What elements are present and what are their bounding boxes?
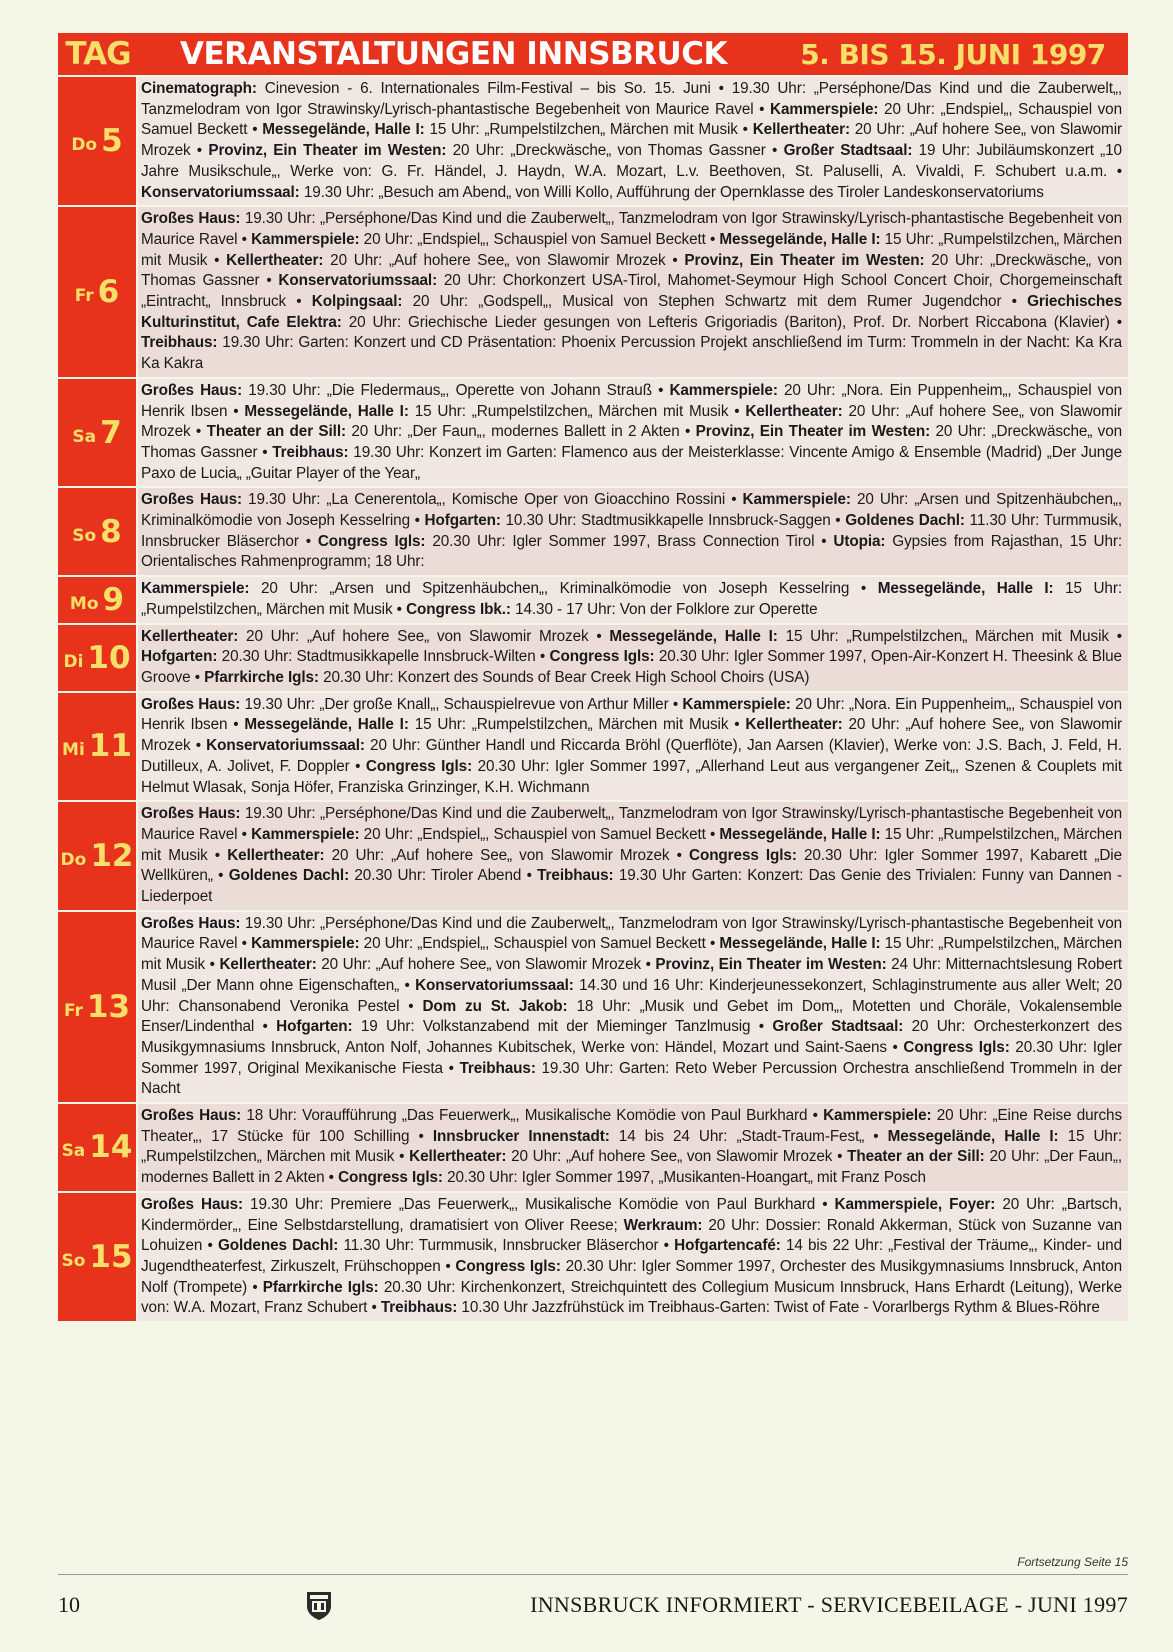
event-details: 19.30 Uhr: „Perséphone/Das Kind und die Zauberwelt„, Tanzmelodram von Igor Strawinsky/Lyrisch-phantastische Begebenheit von Maurice Ravel • (141, 210, 1123, 248)
venue-name: Konservatoriumssaal: (278, 272, 438, 290)
event-details: 20 Uhr: „Godspell„, Musical von Stephen Schwartz mit dem Rumer Jugendchor • (412, 293, 1028, 311)
venue-name: Hofgartencafé: (674, 1237, 781, 1255)
venue-name: Konservatoriumssaal: (415, 976, 574, 994)
event-details: 20.30 Uhr: Igler Sommer 1997, „Musikanten-Hoangart„ mit Franz Posch (447, 1169, 926, 1187)
weekday: So (61, 1250, 86, 1271)
event-details: 15 Uhr: „Rumpelstilzchen„ Märchen mit Musik • (141, 230, 1122, 269)
venue-name: Congress Igls: (549, 648, 655, 666)
venue-name: Großes Haus: (141, 210, 241, 228)
publication-title: INNSBRUCK INFORMIERT - SERVICEBEILAGE - JUNI 1997 (530, 1592, 1128, 1617)
event-details: 20.30 Uhr: Tiroler Abend • (354, 867, 538, 885)
day-row (58, 802, 1128, 912)
venue-name: Großes Haus: (141, 1195, 243, 1213)
event-details: 15 Uhr: „Rumpelstilzchen„ Märchen mit Musik • (141, 580, 1122, 618)
event-details: 20 Uhr: „Auf hohere See„ von Slawomir Mrozek • (330, 251, 685, 269)
event-details: 20 Uhr: Günther Handl und Riccarda Bröhl (Querflöte), Jan Aarsen (Klavier), Werke von: J.S. Bach, J. Feld, H. Dutilleux, A. Jolivet, F. Doppler • (141, 737, 1123, 775)
event-details: 20.30 Uhr: Igler Sommer 1997, „Allerhand Leut aus vergangener Zeit„, Szenen & Couplets mit Helmut Wlasak, Sonja Höfer, Franziska Grinzinger, K.H. Wichmann (141, 757, 1123, 796)
day-events (138, 1193, 1128, 1321)
venue-name: Kellertheater: (745, 402, 843, 420)
venue-name: Treibhaus: (459, 1059, 536, 1077)
venue-name: Messegelände, Halle I: (244, 402, 409, 420)
day-events (138, 1104, 1128, 1191)
event-details: 14 bis 22 Uhr: „Festival der Träume„, Kinder- und Jugendtheaterfest, Zirkuszelt, Frühschoppen • (141, 1237, 1122, 1275)
day-events (138, 207, 1128, 377)
day-row (58, 912, 1128, 1104)
venue-name: Griechisches Kulturinstitut, Cafe Elektra: (141, 293, 1122, 331)
venue-name: Treibhaus: (380, 1299, 458, 1317)
event-details: 20.30 Uhr: Igler Sommer 1997, Open-Air-Konzert H. Theesink & Blue Groove • (141, 648, 1122, 686)
venue-name: Treibhaus: (141, 334, 218, 352)
event-details: 20 Uhr: „Auf hohere See„ von Slawomir Mrozek • (141, 402, 1123, 441)
event-details: Gypsies from Rajasthan, 15 Uhr: Orientalisches Rahmenprogramm; 18 Uhr: (141, 532, 1122, 571)
venue-name: Kolpingsaal: (311, 293, 403, 311)
day-row (58, 488, 1128, 577)
day-label (58, 1193, 138, 1321)
venue-name: Werkraum: (623, 1216, 703, 1234)
venue-name: Kammerspiele: (682, 695, 791, 713)
page-title: VERANSTALTUNGEN INNSBRUCK (180, 36, 727, 72)
event-details: 20 Uhr: „Auf hohere See„ von Slawomir Mrozek • (141, 716, 1123, 755)
event-details: 19.30 Uhr: „Die Fledermaus„, Operette von Johann Strauß • (248, 381, 670, 399)
event-details: 18 Uhr: „Musik und Gebet im Dom„, Motetten und Choräle, Vokalensemble Enser/Lindenthal • (141, 997, 1123, 1036)
venue-name: Großes Haus: (141, 805, 241, 823)
day-events (138, 693, 1128, 801)
event-details: 20 Uhr: „Dreckwäsche„ von Thomas Gassner • (141, 251, 1123, 290)
weekday: Sa (61, 1141, 86, 1162)
venue-name: Congress Igls: (365, 757, 473, 775)
table-header (58, 33, 1128, 77)
day-label (58, 912, 138, 1102)
venue-name: Kammerspiele: (770, 100, 879, 118)
event-details: 20 Uhr: „Endspiel„, Schauspiel von Samuel Beckett • (363, 230, 720, 248)
venue-name: Messegelände, Halle I: (887, 1127, 1059, 1145)
event-details: 20 Uhr: „Der Faun„, modernes Ballett in 2 Akten • (141, 1148, 1122, 1187)
event-details: 20.30 Uhr: Stadtmusikkapelle Innsbruck-Wilten • (221, 648, 550, 666)
venue-name: Congress Igls: (689, 846, 797, 864)
venue-name: Kammerspiele: (251, 825, 360, 843)
event-details: 19.30 Uhr: „La Cenerentola„, Komische Oper von Gioacchino Rossini • (248, 491, 743, 509)
weekday: Mo (69, 593, 99, 614)
venue-name: Congress Igls: (338, 1169, 443, 1187)
venue-name: Congress Igls: (903, 1038, 1010, 1056)
event-details: 20 Uhr: Dossier: Ronald Akkerman, Stück von Suzanne van Lohuizen • (141, 1216, 1122, 1255)
day-number: 10 (87, 639, 131, 676)
event-details: 11.30 Uhr: Turmmusik, Innsbrucker Bläserchor • (141, 512, 1122, 550)
event-details: 20 Uhr: „Eine Reise durchs Theater„, 17 Stücke für 100 Schilling • (141, 1107, 1123, 1145)
venue-name: Kammerspiele: (669, 381, 778, 399)
event-details: 14.30 und 16 Uhr: Kinderjeunessekonzert, Schlaginstrumente aus aller Welt; 20 Uhr: Chansonabend Veronika Pestel • (141, 976, 1122, 1015)
venue-name: Pfarrkirche Igls: (262, 1278, 379, 1296)
venue-name: Treibhaus: (272, 443, 349, 461)
event-details: 20 Uhr: „Dreckwäsche„ von Thomas Gassner • (141, 423, 1123, 461)
venue-name: Kammerspiele: (742, 491, 851, 509)
venue-name: Kammerspiele: (251, 935, 360, 953)
event-details: 19 Uhr: Volkstanzabend mit der Mieminger Tanzlmusig • (360, 1018, 773, 1036)
day-events (138, 802, 1128, 910)
day-number: 12 (90, 837, 134, 874)
day-events (138, 912, 1128, 1102)
event-details: 20 Uhr: „Endspiel„, Schauspiel von Samuel Beckett • (141, 100, 1122, 139)
venue-name: Provinz, Ein Theater im Westen: (695, 423, 931, 441)
day-row (58, 1193, 1128, 1323)
event-details: Cinevesion - 6. Internationales Film-Festival – bis So. 15. Juni • 19.30 Uhr: „Perséphone/Das Kind und die Zauberwelt„, Tanzmelodram von Igor Strawinsky/Lyrisch-phantastische Begebenheit von Maurice Ravel • (141, 80, 1122, 118)
day-label (58, 693, 138, 801)
event-details: 19.30 Uhr: „Perséphone/Das Kind und die Zauberwelt„, Tanzmelodram von Igor Strawinsky/Lyrisch-phantastische Begebenheit von Maurice Ravel • (141, 914, 1123, 953)
day-label (58, 625, 138, 691)
venue-name: Pfarrkirche Igls: (204, 668, 319, 686)
venue-name: Großer Stadtsaal: (783, 142, 913, 160)
venue-name: Kellertheater: (409, 1148, 507, 1166)
day-label (58, 488, 138, 575)
event-details: 14 bis 24 Uhr: „Stadt-Traum-Fest„ • (618, 1127, 888, 1145)
venue-name: Hofgarten: (276, 1018, 353, 1036)
venue-name: Großes Haus: (141, 491, 242, 509)
event-details: 20 Uhr: „Auf hohere See„ von Slawomir Mrozek • (331, 846, 689, 864)
day-number: 13 (86, 988, 131, 1025)
event-details: 20.30 Uhr: Igler Sommer 1997, Brass Connection Tirol • (432, 532, 834, 550)
event-details: 15 Uhr: „Rumpelstilzchen„ Märchen mit Musik • (429, 121, 753, 139)
event-details: 20 Uhr: Chorkonzert USA-Tirol, Mahomet-Seymour High School Concert Choir, Chorgemeinschaft „Eintracht„ Innsbruck • (141, 272, 1122, 311)
day-events (138, 577, 1128, 622)
city-crest-icon (306, 1589, 332, 1621)
event-details: 15 Uhr: „Rumpelstilzchen„ Märchen mit Musik • (141, 1127, 1122, 1166)
event-details: 15 Uhr: „Rumpelstilzchen„ Märchen mit Musik • (785, 627, 1122, 645)
event-details: 18 Uhr: Voraufführung „Das Feuerwerk„, Musikalische Komödie von Paul Burkhard • (246, 1107, 824, 1125)
venue-name: Innsbrucker Innenstadt: (432, 1127, 610, 1145)
events-table (58, 33, 1128, 1323)
event-details: 15 Uhr: „Rumpelstilzchen„ Märchen mit Musik • (414, 402, 746, 420)
day-label (58, 577, 138, 622)
venue-name: Congress Ibk.: (406, 600, 511, 618)
event-details: 15 Uhr: „Rumpelstilzchen„ Märchen mit Musik • (414, 716, 746, 734)
day-label (58, 802, 138, 910)
venue-name: Großes Haus: (141, 695, 241, 713)
day-number: 5 (101, 123, 123, 160)
venue-name: Messegelände, Halle I: (609, 627, 778, 645)
event-details: 20 Uhr: „Bartsch, Kindermörder„, Eine Selbstdarstellung, dramatisiert von Oliver Reese; (141, 1195, 1123, 1234)
day-number: 6 (97, 274, 120, 311)
event-details: 20 Uhr: Orchesterkonzert des Musikgymnasiums Innsbruck, Anton Nolf, Johannes Kubitschek, Werke von: Händel, Mozart und Saint-Saens • (141, 1018, 1122, 1056)
day-row (58, 625, 1128, 693)
event-details: 20 Uhr: „Nora. Ein Puppenheim„, Schauspiel von Henrik Ibsen • (141, 695, 1122, 734)
venue-name: Kammerspiele, Foyer: (834, 1195, 996, 1213)
weekday: Fr (63, 1000, 83, 1021)
day-number: 14 (89, 1129, 133, 1166)
event-details: 11.30 Uhr: Turmmusik, Innsbrucker Bläserchor • (343, 1237, 675, 1255)
venue-name: Messegelände, Halle I: (719, 935, 881, 953)
event-details: 20 Uhr: „Arsen und Spitzenhäubchen„, Kriminalkömodie von Joseph Kesselring • (260, 580, 878, 598)
venue-name: Goldenes Dachl: (845, 512, 965, 530)
day-row (58, 577, 1128, 624)
weekday: Fr (74, 286, 94, 307)
event-details: 10.30 Uhr Jazzfrühstück im Treibhaus-Garten: Twist of Fate - Vorarlbergs Rythm & Blues-Röhre (461, 1299, 1100, 1317)
venue-name: Kammerspiele: (823, 1107, 932, 1125)
day-number: 8 (100, 513, 122, 550)
event-details: 20.30 Uhr: Igler Sommer 1997, Kabarett „Die Wellküren„ • (141, 846, 1122, 885)
venue-name: Hofgarten: (141, 648, 218, 666)
day-row (58, 379, 1128, 489)
venue-name: Kellertheater: (752, 121, 850, 139)
event-details: 15 Uhr: „Rumpelstilzchen„ Märchen mit Musik • (141, 935, 1122, 974)
weekday: Di (63, 651, 84, 672)
venue-name: Theater an der Sill: (206, 423, 346, 441)
event-details: 20 Uhr: „Arsen und Spitzenhäubchen„, Kriminalkömodie von Joseph Kesselring • (141, 491, 1122, 530)
day-number: 15 (89, 1238, 133, 1275)
event-details: 20 Uhr: „Auf hohere See„ von Slawomir Mrozek • (246, 627, 610, 645)
day-row (58, 207, 1128, 379)
event-details: 19.30 Uhr: Garten: Reto Weber Percussion Orchestra anschließend Trommeln in der Nacht (141, 1059, 1122, 1098)
day-events (138, 77, 1128, 205)
event-details: 10.30 Uhr: Stadtmusikkapelle Innsbruck-Saggen • (505, 512, 846, 530)
event-details: 19.30 Uhr: „Perséphone/Das Kind und die Zauberwelt„, Tanzmelodram von Igor Strawinsky/Lyrisch-phantastische Begebenheit von Maurice Ravel • (141, 805, 1123, 843)
venue-name: Messegelände, Halle I: (262, 121, 425, 139)
event-details: 20 Uhr: „Endspiel„, Schauspiel von Samuel Beckett • (363, 935, 720, 953)
venue-name: Messegelände, Halle I: (719, 825, 881, 843)
venue-name: Provinz, Ein Theater im Westen: (208, 142, 447, 160)
day-events (138, 625, 1128, 691)
day-list (58, 77, 1128, 1323)
venue-name: Cinematograph: (141, 80, 257, 97)
venue-name: Kellertheater: (227, 846, 325, 864)
event-details: 19.30 Uhr: Garten: Konzert und CD Präsentation: Phoenix Percussion Projekt anschließend im Turm: Trommeln in der Nacht: Ka Kra Ka Kakra (141, 334, 1122, 373)
venue-name: Kammerspiele: (251, 230, 360, 248)
venue-name: Kammerspiele: (141, 580, 250, 598)
weekday: Mi (62, 740, 85, 761)
weekday: Do (60, 849, 87, 870)
venue-name: Congress Igls: (317, 532, 426, 550)
venue-name: Theater an der Sill: (847, 1148, 985, 1166)
event-details: 20.30 Uhr: Igler Sommer 1997, Original Mexikanische Fiesta • (141, 1038, 1123, 1077)
venue-name: Messegelände, Halle I: (877, 580, 1054, 598)
event-details: 20.30 Uhr: Igler Sommer 1997, Orchester des Musikgymnasiums Innsbruck, Anton Nolf (Trompete) • (141, 1257, 1122, 1296)
venue-name: Goldenes Dachl: (228, 867, 350, 885)
venue-name: Kellertheater: (141, 627, 239, 645)
day-events (138, 488, 1128, 575)
venue-name: Großes Haus: (141, 381, 243, 399)
venue-name: Konservatoriumssaal: (206, 737, 365, 755)
event-details: 20.30 Uhr: Kirchenkonzert, Streichquintett des Collegium Musicum Innsbruck, Hans Erhardt (Leitung), Werke von: W.A. Mozart, Franz Schubert • (141, 1278, 1123, 1317)
date-range: 5. BIS 15. JUNI 1997 (800, 37, 1106, 71)
day-row (58, 693, 1128, 803)
day-events (138, 379, 1128, 487)
weekday: So (72, 525, 97, 546)
event-details: 20.30 Uhr: Konzert des Sounds of Bear Creek High School Choirs (USA) (323, 668, 810, 686)
event-details: 19.30 Uhr: Premiere „Das Feuerwerk„, Musikalische Komödie von Paul Burkhard • (250, 1195, 835, 1213)
day-label (58, 77, 138, 205)
event-details: 20 Uhr: „Auf hohere See„ von Slawomir Mrozek • (321, 956, 656, 974)
continuation-note: Fortsetzung Seite 15 (1017, 1555, 1128, 1569)
column-header-day: TAG (65, 36, 131, 72)
event-details: 19.30 Uhr: „Der große Knall„, Schauspielrevue von Arthur Miller • (244, 695, 683, 713)
venue-name: Konservatoriumssaal: (141, 183, 300, 201)
event-details: 19 Uhr: Jubiläumskonzert „10 Jahre Musikschule„, Werke von: G. Fr. Händel, J. Haydn, W.A. Mozart, L.v. Beethoven, St. Paluselli, A. Vivaldi, F. Schubert u.a.m. • (141, 142, 1122, 180)
weekday: Sa (72, 426, 97, 447)
event-details: 20 Uhr: „Der Faun„, modernes Ballett in 2 Akten • (351, 423, 696, 441)
event-details: 20 Uhr: „Nora. Ein Puppenheim„, Schauspiel von Henrik Ibsen • (141, 381, 1123, 420)
day-row (58, 77, 1128, 207)
event-details: 14.30 - 17 Uhr: Von der Folklore zur Operette (515, 600, 818, 618)
venue-name: Großes Haus: (141, 914, 241, 932)
day-number: 7 (100, 414, 122, 451)
weekday: Do (71, 135, 98, 156)
venue-name: Kellertheater: (219, 956, 317, 974)
venue-name: Messegelände, Halle I: (719, 230, 881, 248)
event-details: 20 Uhr: „Auf hohere See„ von Slawomir Mrozek • (511, 1148, 848, 1166)
venue-name: Großer Stadtsaal: (772, 1018, 904, 1036)
event-details: 24 Uhr: Mitternachtslesung Robert Musil „Der Mann ohne Eigenschaften„ • (141, 956, 1123, 994)
venue-name: Dom zu St. Jakob: (422, 997, 568, 1015)
event-details: 20 Uhr: Griechische Lieder gesungen von Lefteris Grigoriadis (Bariton), Prof. Dr. Norbert Riccabona (Klavier) • (348, 313, 1123, 331)
venue-name: Goldenes Dachl: (217, 1237, 339, 1255)
event-details: 20 Uhr: „Auf hohere See„ von Slawomir Mrozek • (141, 121, 1122, 160)
event-details: 20 Uhr: „Dreckwäsche„ von Thomas Gassner • (452, 142, 784, 160)
event-details: 15 Uhr: „Rumpelstilzchen„ Märchen mit Musik • (141, 825, 1122, 864)
venue-name: Provinz, Ein Theater im Westen: (684, 251, 925, 269)
venue-name: Kellertheater: (745, 716, 843, 734)
day-number: 9 (102, 581, 125, 618)
event-details: 20 Uhr: „Endspiel„, Schauspiel von Samuel Beckett • (363, 825, 720, 843)
day-label (58, 379, 138, 487)
venue-name: Congress Igls: (455, 1257, 561, 1275)
venue-name: Großes Haus: (141, 1107, 242, 1125)
event-details: 19.30 Uhr Garten: Konzert: Das Genie des Trivialen: Funny van Dannen - Liederpoet (141, 867, 1122, 906)
footer-divider (58, 1574, 1128, 1575)
venue-name: Messegelände, Halle I: (244, 716, 409, 734)
venue-name: Provinz, Ein Theater im Westen: (655, 956, 887, 974)
venue-name: Hofgarten: (424, 512, 501, 530)
event-details: 19.30 Uhr: Konzert im Garten: Flamenco aus der Meisterklasse: Vincente Amigo & Ensemble (Madrid) „Der Junge Paxo de Lucia„ „Guitar Player of the Year„ (141, 443, 1122, 482)
day-label (58, 207, 138, 377)
event-details: 19.30 Uhr: „Besuch am Abend„ von Willi Kollo, Aufführung der Opernklasse des Tiroler Landeskonservatoriums (303, 183, 1044, 201)
venue-name: Utopia: (833, 532, 886, 550)
day-number: 11 (88, 728, 132, 765)
page-number: 10 (58, 1592, 80, 1617)
day-row (58, 1104, 1128, 1193)
day-label (58, 1104, 138, 1191)
venue-name: Treibhaus: (537, 867, 614, 885)
venue-name: Kellertheater: (226, 251, 324, 269)
